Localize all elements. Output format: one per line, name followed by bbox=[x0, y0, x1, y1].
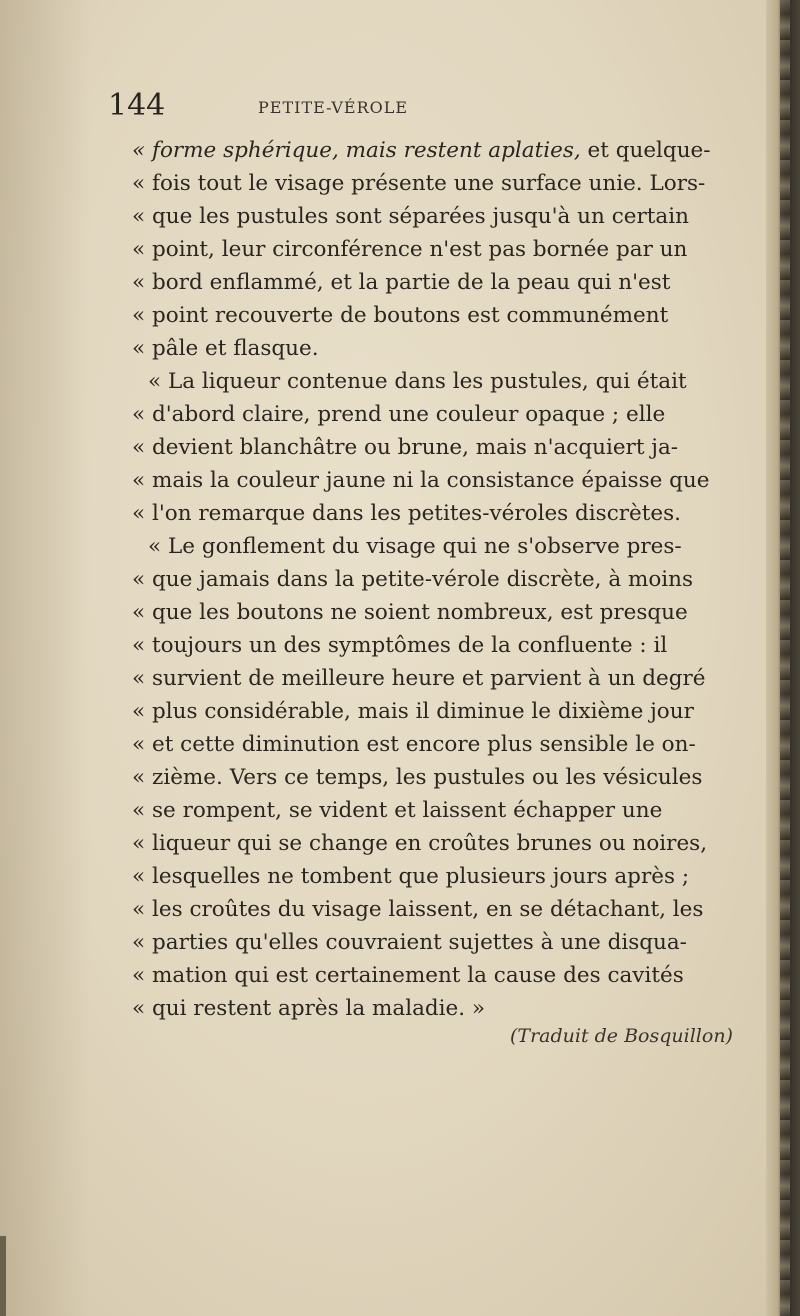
text-line-17: « survient de meilleure heure et parvient à un degré bbox=[132, 666, 706, 691]
attribution: (Traduit de Bosquillon) bbox=[510, 1025, 733, 1047]
text-line-24: « les croûtes du visage laissent, en se détachant, les bbox=[132, 897, 704, 922]
text-line-18: « plus considérable, mais il diminue le dixième jour bbox=[132, 699, 694, 724]
text-line-12: « l'on remarque dans les petites-véroles discrètes. bbox=[132, 501, 681, 526]
text-line-14: « que jamais dans la petite-vérole discrète, à moins bbox=[132, 567, 694, 592]
text-line-16: « toujours un des symptômes de la confluente : il bbox=[132, 633, 668, 658]
text-line-6: « point recouverte de boutons est communément bbox=[132, 303, 669, 328]
text-line-9: « d'abord claire, prend une couleur opaque ; elle bbox=[132, 402, 666, 427]
text-line-21: « se rompent, se vident et laissent échapper une bbox=[132, 798, 663, 823]
text-line-7: « pâle et flasque. bbox=[132, 336, 319, 361]
running-head: PETITE-VÉROLE bbox=[258, 98, 409, 117]
text-line-11: « mais la couleur jaune ni la consistance épaisse que bbox=[132, 468, 710, 493]
text-line-1: « forme sphérique, mais restent aplaties, et quelque- bbox=[132, 138, 711, 163]
text-line-25: « parties qu'elles couvraient sujettes à une disqua- bbox=[132, 930, 687, 955]
text-line-26: « mation qui est certainement la cause des cavités bbox=[132, 963, 684, 988]
text-line-8: « La liqueur contenue dans les pustules, qui était bbox=[148, 369, 687, 394]
text-line-5: « bord enflammé, et la partie de la peau qui n'est bbox=[132, 270, 671, 295]
text-line-4: « point, leur circonférence n'est pas bornée par un bbox=[132, 237, 688, 262]
text-line-22: « liqueur qui se change en croûtes brunes ou noires, bbox=[132, 831, 708, 856]
page-corner-mark bbox=[0, 1236, 6, 1316]
text-line-20: « zième. Vers ce temps, les pustules ou les vésicules bbox=[132, 765, 703, 790]
page-header bbox=[108, 88, 768, 128]
text-line-3: « que les pustules sont séparées jusqu'à un certain bbox=[132, 204, 689, 229]
text-line-23: « lesquelles ne tombent que plusieurs jours après ; bbox=[132, 864, 690, 889]
text-line-10: « devient blanchâtre ou brune, mais n'acquiert ja- bbox=[132, 435, 679, 460]
text-line-2: « fois tout le visage présente une surface unie. Lors- bbox=[132, 171, 706, 196]
text-line-19: « et cette diminution est encore plus sensible le on- bbox=[132, 732, 696, 757]
page-gutter-shadow bbox=[0, 0, 90, 1316]
text-line-15: « que les boutons ne soient nombreux, est presque bbox=[132, 600, 688, 625]
text-line-27: « qui restent après la maladie. » bbox=[132, 996, 486, 1021]
binding-strip bbox=[780, 0, 790, 1316]
page-number: 144 bbox=[108, 88, 166, 123]
text-line-13: « Le gonflement du visage qui ne s'observe pres- bbox=[148, 534, 682, 559]
